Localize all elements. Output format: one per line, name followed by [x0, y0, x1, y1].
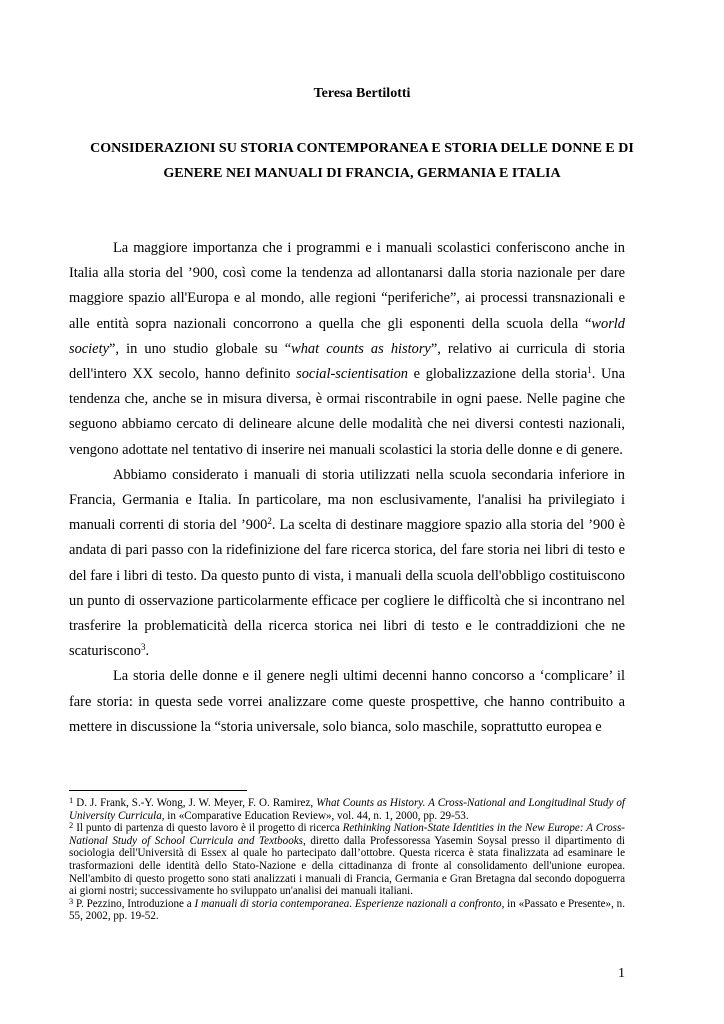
text-run: D. J. Frank, S.-Y. Wong, J. W. Meyer, F. O. Ramirez,: [73, 797, 317, 809]
text-run: , diretto dalla Professoressa Yasemin Soysal presso il dipartimento di sociologia dell'Università di Essex al quale ho partecipato dall’ottobre. Questa ricerca è stata finalizzata ad esaminare le trasformazioni delle identità dello Stato-Nazione e della cittadinanza di fronte al consolidamento dell'unione europea. Nell'ambito di questo progetto sono stati analizzati i manuali di Francia, Germania e Gran Bretagna dal secondo dopoguerra ai giorni nostri; successivamente ho sviluppato un'analisi dei manuali italiani.: [69, 834, 625, 898]
page-number: 1: [618, 966, 625, 981]
italic-title: I manuali di storia contemporanea. Esperienze nazionali a confronto: [194, 897, 502, 910]
footnote-2: [69, 822, 625, 898]
italic-title: What Counts as History. A Cross-National and Longitudinal Study of University Curricula: [69, 797, 626, 822]
paragraph-1: [69, 236, 625, 463]
paragraph-2: [69, 463, 625, 665]
paper-title: CONSIDERAZIONI SU STORIA CONTEMPORANEA E STORIA DELLE DONNE E DI GENERE NEI MANUALI DI FRANCIA, GERMANIA E ITALIA: [90, 141, 634, 181]
text-run: e globalizzazione della storia: [408, 366, 588, 383]
text-run: La storia delle donne e il genere negli ultimi decenni hanno concorso a ‘complicare’ il fare storia: in questa sede vorrei analizzare come queste prospettive, che hanno contribuito a mettere in discussione la “storia universale, solo bianca, solo maschile, soprattutto europea e: [69, 668, 625, 735]
footnote-3: [69, 895, 625, 923]
text-run: ”, in uno studio globale su “: [108, 340, 292, 357]
footnote-ref-2[interactable]: 2: [267, 516, 272, 527]
footnote-mark: 2: [69, 820, 74, 831]
text-run: La maggiore importanza che i programmi e i manuali scolastici conferiscono anche in Italia alla storia del ’900, così come la tendenza ad allontanarsi dalla storia nazionale per dare maggiore spazio all'Europa e al mondo, alle regioni “periferiche”, ai processi transnazionali e alle entità sopra nazionali concorrono a quella che gli esponenti della scuola della “: [69, 240, 625, 332]
text-run: , in «Passato e Presente», n. 55, 2002, pp. 19-52.: [69, 897, 625, 923]
main-text: [69, 236, 625, 740]
text-run: .: [145, 643, 150, 660]
paragraph-3: [69, 664, 625, 740]
text-run: . La scelta di destinare maggiore spazio alla storia del ’900 è andata di pari passo con la ridefinizione del fare ricerca storica, del fare storia nei libri di testo e del fare i libri di testo. Da questo punto di vista, i manuali della scuola dell'obbligo costituiscono un punto di osservazione particolarmente efficace per cogliere le difficoltà che si incontrano nel trasferire la problematicità della ricerca storica nei libri di testo e le contraddizioni che ne scaturiscono: [69, 517, 625, 660]
italic-title: Rethinking Nation-State Identities in the New Europe: A Cross-National Study of School Curricula and Textbooks: [69, 822, 625, 847]
text-run: Il punto di partenza di questo lavoro è il progetto di ricerca: [73, 822, 343, 835]
footnotes: [69, 797, 625, 923]
author-name: Teresa Bertilotti: [313, 86, 411, 101]
text-run: . Una tendenza che, anche se in misura diversa, è ormai riscontrabile in ogni paese. Nelle pagine che seguono abbiamo cercato di delineare alcune delle modalità che nei diversi contesti nazionali, vengono adottate nel tentativo di inserire nei manuali scolastici la storia delle donne e di genere.: [69, 366, 625, 458]
footnote-ref-1[interactable]: 1: [587, 365, 592, 376]
text-run: ”, relativo ai curricula di storia dell'intero XX secolo, hanno definito: [69, 340, 625, 383]
text-run: , in «Comparative Education Review», vol. 44, n. 1, 2000, pp. 29-53.: [161, 809, 469, 822]
footnote-mark: 3: [69, 895, 74, 906]
text-run: Abbiamo considerato i manuali di storia utilizzati nella scuola secondaria inferiore in Francia, Germania e Italia. In particolare, ma non esclusivamente, l'analisi ha privilegiato i manuali correnti di storia del ’900: [69, 466, 625, 534]
text-run: P. Pezzino, Introduzione a: [73, 897, 195, 910]
footnote-separator: [69, 790, 247, 791]
italic-term: social-scientisation: [296, 366, 409, 383]
footnote-mark: 1: [69, 795, 74, 805]
italic-term: world society: [69, 315, 625, 357]
footnote-ref-3[interactable]: 3: [140, 642, 146, 653]
italic-term: what counts as history: [291, 340, 431, 357]
footnote-1: [69, 797, 625, 822]
